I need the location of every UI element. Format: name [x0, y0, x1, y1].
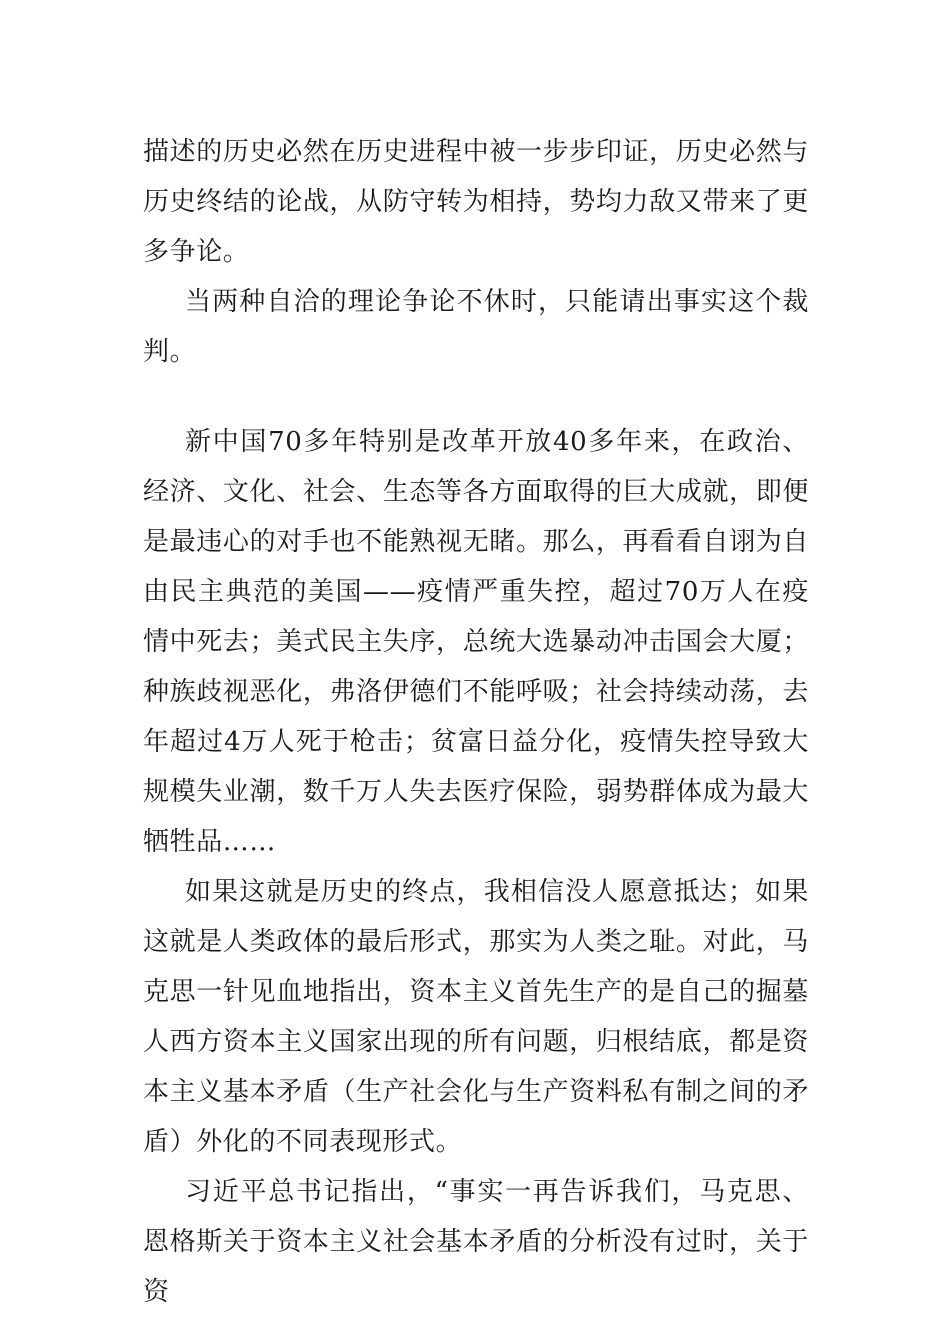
paragraph-continuation: 描述的历史必然在历史进程中被一步步印证，历史必然与历史终结的论战，从防守转为相持，势均力敌又带来了更多争论。: [143, 137, 809, 267]
document-page: [143, 127, 809, 1317]
paragraph-fact-judge: 当两种自洽的理论争论不休时，只能请出事实这个裁判。: [143, 287, 809, 367]
paragraph-achievements: 新中国70多年特别是改革开放40多年来，在政治、经济、文化、社会、生态等各方面取得的巨大成就，即便是最违心的对手也不能熟视无睹。那么，再看看自诩为自由民主典范的美国——疫情严重失控，超过70万人在疫情中死去；美式民主失序，总统大选暴动冲击国会大厦；种族歧视恶化，弗洛伊德们不能呼吸；社会持续动荡，去年超过4万人死于枪击；贫富日益分化，疫情失控导致大规模失业潮，数千万人失去医疗保险，弱势群体成为最大牺牲品……: [143, 427, 809, 857]
paragraph-xi-quote: 习近平总书记指出，“事实一再告诉我们，马克思、恩格斯关于资本主义社会基本矛盾的分析没有过时，关于资: [143, 1177, 809, 1307]
paragraph-gap: [143, 377, 809, 417]
paragraph-end-of-history: 如果这就是历史的终点，我相信没人愿意抵达；如果这就是人类政体的最后形式，那实为人类之耻。对此，马克思一针见血地指出，资本主义首先生产的是自己的掘墓人西方资本主义国家出现的所有问题，归根结底，都是资本主义基本矛盾（生产社会化与生产资料私有制之间的矛盾）外化的不同表现形式。: [143, 877, 809, 1157]
